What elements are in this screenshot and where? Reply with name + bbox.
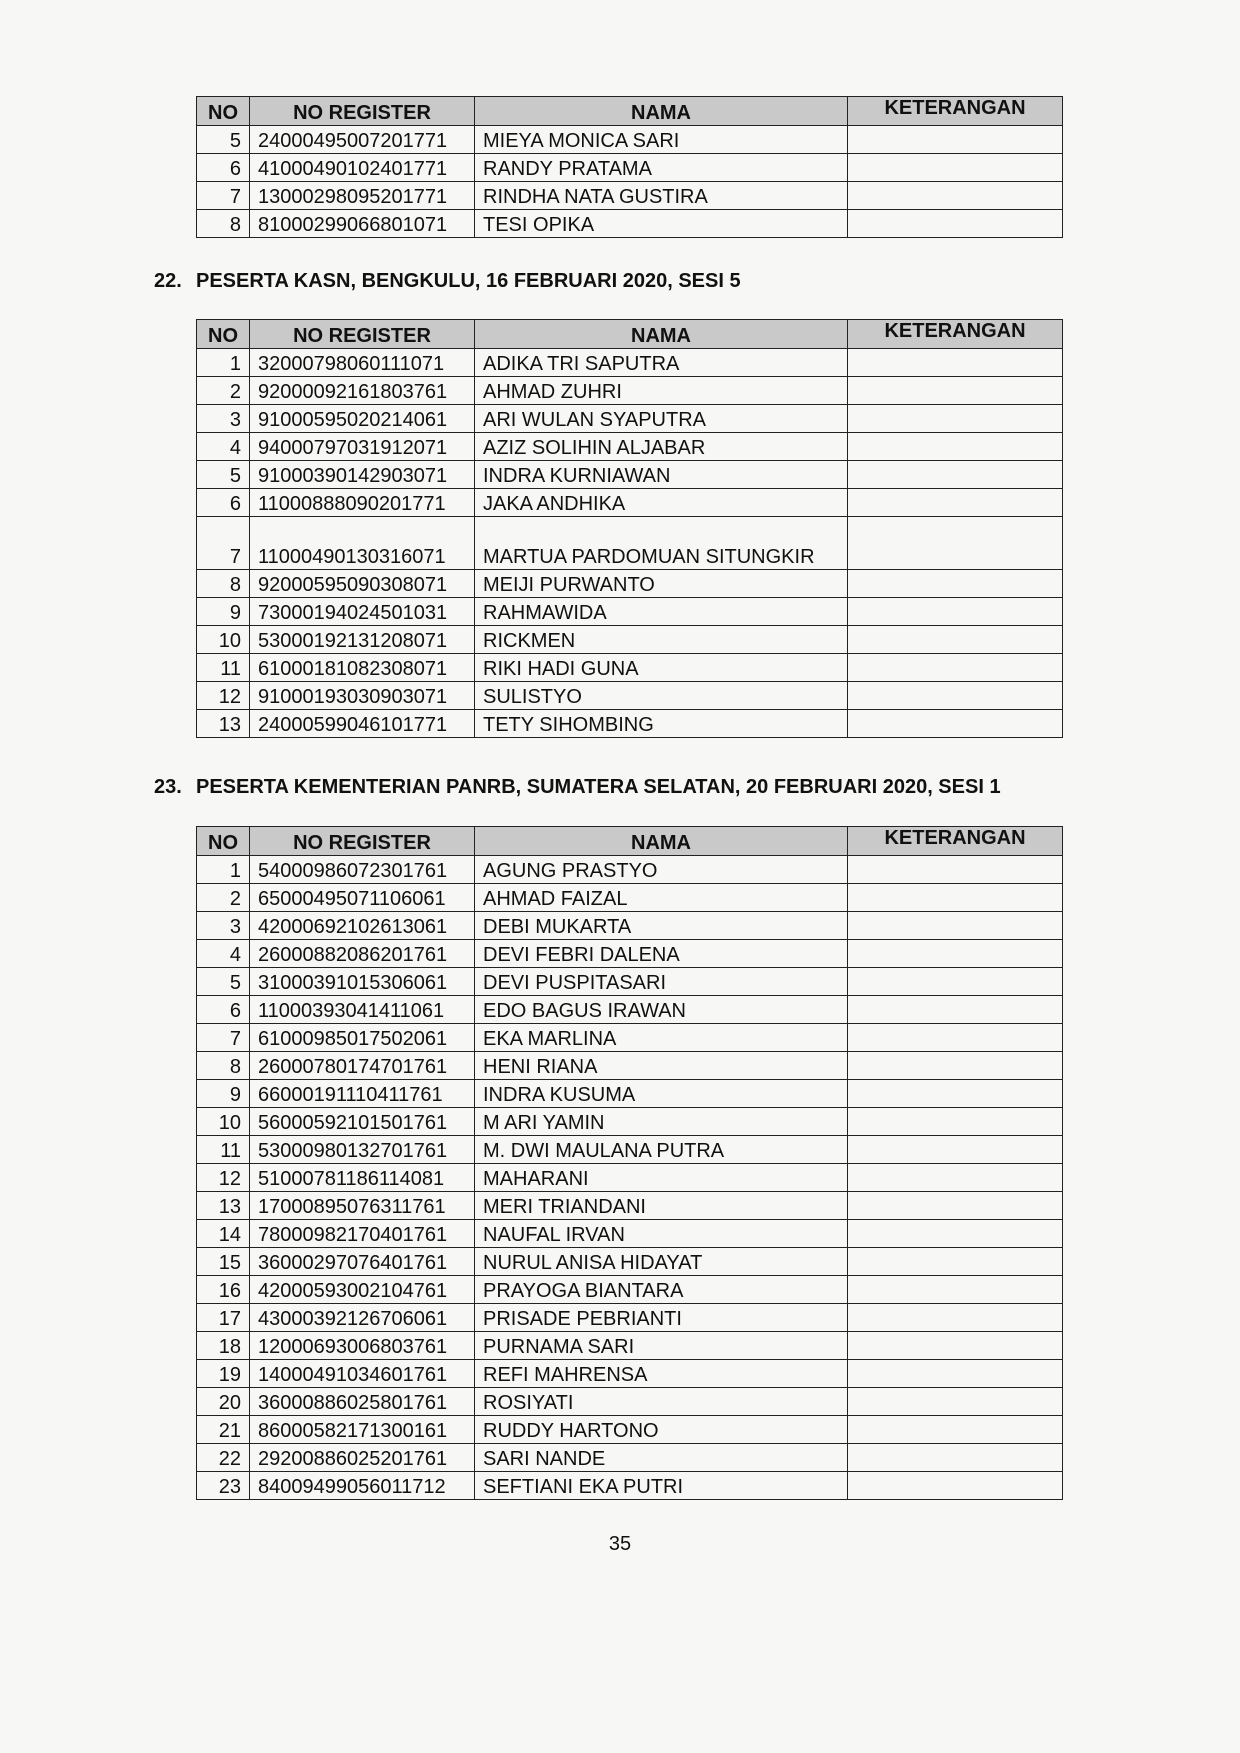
table-row [197,570,1063,598]
cell-no: 2 [197,377,250,405]
cell-keterangan [848,461,1063,489]
table-header-row [197,97,1063,126]
cell-nama: PRISADE PEBRIANTI [475,1304,848,1332]
cell-register: 13000298095201771 [250,182,475,210]
cell-keterangan [848,1052,1063,1080]
cell-no: 6 [197,489,250,517]
table-row [197,856,1063,884]
cell-no: 22 [197,1444,250,1472]
cell-no: 5 [197,461,250,489]
table-row [197,433,1063,461]
table-row [197,626,1063,654]
header-register: NO REGISTER [250,97,475,126]
table-row [197,1220,1063,1248]
table-row [197,1444,1063,1472]
cell-no: 4 [197,433,250,461]
cell-register: 61000985017502061 [250,1024,475,1052]
cell-no: 5 [197,126,250,154]
cell-no: 13 [197,1192,250,1220]
cell-keterangan [848,884,1063,912]
cell-keterangan [848,182,1063,210]
table-row [197,461,1063,489]
cell-keterangan [848,1360,1063,1388]
cell-no: 3 [197,912,250,940]
cell-nama: MAHARANI [475,1164,848,1192]
participant-table-panrb-sumsel [196,826,1063,1500]
cell-keterangan [848,996,1063,1024]
cell-nama: RUDDY HARTONO [475,1416,848,1444]
table-row [197,996,1063,1024]
cell-keterangan [848,1080,1063,1108]
participant-table-continued [196,96,1063,238]
cell-keterangan [848,126,1063,154]
table-row [197,405,1063,433]
section-heading-22 [154,270,741,293]
cell-no: 4 [197,940,250,968]
table-row [197,682,1063,710]
cell-nama: REFI MAHRENSA [475,1360,848,1388]
cell-nama: MERI TRIANDANI [475,1192,848,1220]
section-number: 22. [154,270,182,292]
participant-table-kasn-bengkulu [196,319,1063,738]
cell-no: 18 [197,1332,250,1360]
cell-no: 8 [197,210,250,238]
header-register: NO REGISTER [250,320,475,349]
header-keterangan: KETERANGAN [848,827,1063,856]
cell-nama: TETY SIHOMBING [475,710,848,738]
cell-no: 16 [197,1276,250,1304]
cell-keterangan [848,654,1063,682]
cell-keterangan [848,1388,1063,1416]
cell-no: 13 [197,710,250,738]
cell-nama: ADIKA TRI SAPUTRA [475,349,848,377]
cell-no: 1 [197,856,250,884]
cell-register: 31000391015306061 [250,968,475,996]
cell-no: 8 [197,570,250,598]
cell-no: 7 [197,517,250,570]
cell-no: 21 [197,1416,250,1444]
cell-register: 11000888090201771 [250,489,475,517]
cell-keterangan [848,710,1063,738]
section-title: PESERTA KEMENTERIAN PANRB, SUMATERA SELATAN, 20 FEBRUARI 2020, SESI 1 [196,776,1001,798]
cell-keterangan [848,1024,1063,1052]
cell-nama: AHMAD ZUHRI [475,377,848,405]
cell-nama: ARI WULAN SYAPUTRA [475,405,848,433]
table-row [197,710,1063,738]
cell-register: 65000495071106061 [250,884,475,912]
table-row [197,126,1063,154]
cell-no: 8 [197,1052,250,1080]
table-row [197,654,1063,682]
cell-nama: SULISTYO [475,682,848,710]
table-row [197,1136,1063,1164]
cell-keterangan [848,433,1063,461]
header-nama: NAMA [475,320,848,349]
cell-register: 91000595020214061 [250,405,475,433]
cell-keterangan [848,912,1063,940]
cell-no: 10 [197,626,250,654]
table-row [197,940,1063,968]
cell-nama: MARTUA PARDOMUAN SITUNGKIR [475,517,848,570]
cell-keterangan [848,1416,1063,1444]
cell-register: 42000593002104761 [250,1276,475,1304]
table-row [197,1164,1063,1192]
cell-nama: M. DWI MAULANA PUTRA [475,1136,848,1164]
cell-register: 86000582171300161 [250,1416,475,1444]
cell-keterangan [848,1108,1063,1136]
cell-keterangan [848,1332,1063,1360]
cell-register: 17000895076311761 [250,1192,475,1220]
cell-nama: MEIJI PURWANTO [475,570,848,598]
cell-register: 36000297076401761 [250,1248,475,1276]
cell-register: 53000192131208071 [250,626,475,654]
cell-nama: DEVI FEBRI DALENA [475,940,848,968]
table-row [197,598,1063,626]
cell-register: 51000781186114081 [250,1164,475,1192]
cell-register: 94000797031912071 [250,433,475,461]
cell-nama: DEVI PUSPITASARI [475,968,848,996]
cell-keterangan [848,210,1063,238]
cell-keterangan [848,154,1063,182]
cell-register: 84009499056011712 [250,1472,475,1500]
cell-register: 14000491034601761 [250,1360,475,1388]
cell-nama: RINDHA NATA GUSTIRA [475,182,848,210]
section-title: PESERTA KASN, BENGKULU, 16 FEBRUARI 2020, SESI 5 [196,270,741,292]
cell-keterangan [848,682,1063,710]
table-row [197,968,1063,996]
cell-nama: NURUL ANISA HIDAYAT [475,1248,848,1276]
cell-keterangan [848,570,1063,598]
table-row [197,377,1063,405]
cell-no: 19 [197,1360,250,1388]
cell-register: 11000490130316071 [250,517,475,570]
cell-no: 12 [197,682,250,710]
cell-keterangan [848,968,1063,996]
cell-no: 3 [197,405,250,433]
table-row [197,1192,1063,1220]
cell-keterangan [848,517,1063,570]
table-row [197,1360,1063,1388]
cell-register: 29200886025201761 [250,1444,475,1472]
cell-no: 23 [197,1472,250,1500]
cell-no: 6 [197,154,250,182]
cell-nama: AZIZ SOLIHIN ALJABAR [475,433,848,461]
cell-no: 7 [197,182,250,210]
cell-register: 32000798060111071 [250,349,475,377]
table-row [197,912,1063,940]
cell-no: 1 [197,349,250,377]
table-row [197,349,1063,377]
table-row [197,1108,1063,1136]
cell-keterangan [848,405,1063,433]
cell-keterangan [848,1276,1063,1304]
table-row [197,1052,1063,1080]
cell-nama: RAHMAWIDA [475,598,848,626]
cell-keterangan [848,1192,1063,1220]
cell-keterangan [848,489,1063,517]
cell-no: 2 [197,884,250,912]
cell-register: 81000299066801071 [250,210,475,238]
table-row [197,1472,1063,1500]
cell-keterangan [848,856,1063,884]
cell-no: 12 [197,1164,250,1192]
cell-no: 6 [197,996,250,1024]
header-keterangan: KETERANGAN [848,97,1063,126]
cell-nama: AGUNG PRASTYO [475,856,848,884]
cell-nama: JAKA ANDHIKA [475,489,848,517]
cell-nama: RIKI HADI GUNA [475,654,848,682]
cell-nama: NAUFAL IRVAN [475,1220,848,1248]
cell-register: 92000595090308071 [250,570,475,598]
cell-register: 78000982170401761 [250,1220,475,1248]
table-row [197,154,1063,182]
cell-no: 11 [197,654,250,682]
cell-nama: INDRA KURNIAWAN [475,461,848,489]
table-row [197,1248,1063,1276]
page-number: 35 [608,1533,632,1555]
cell-keterangan [848,1304,1063,1332]
cell-keterangan [848,1444,1063,1472]
table-row [197,489,1063,517]
cell-register: 54000986072301761 [250,856,475,884]
cell-no: 9 [197,598,250,626]
cell-keterangan [848,349,1063,377]
header-no: NO [197,97,250,126]
cell-no: 15 [197,1248,250,1276]
cell-keterangan [848,940,1063,968]
cell-register: 53000980132701761 [250,1136,475,1164]
cell-register: 26000882086201761 [250,940,475,968]
header-keterangan: KETERANGAN [848,320,1063,349]
cell-nama: MIEYA MONICA SARI [475,126,848,154]
cell-register: 26000780174701761 [250,1052,475,1080]
cell-nama: PRAYOGA BIANTARA [475,1276,848,1304]
cell-nama: ROSIYATI [475,1388,848,1416]
cell-register: 56000592101501761 [250,1108,475,1136]
table-row [197,1416,1063,1444]
cell-nama: SARI NANDE [475,1444,848,1472]
cell-register: 11000393041411061 [250,996,475,1024]
cell-nama: SEFTIANI EKA PUTRI [475,1472,848,1500]
table-header-row [197,320,1063,349]
cell-nama: INDRA KUSUMA [475,1080,848,1108]
cell-register: 66000191110411761 [250,1080,475,1108]
cell-nama: EKA MARLINA [475,1024,848,1052]
cell-register: 91000390142903071 [250,461,475,489]
cell-keterangan [848,377,1063,405]
table-row [197,1388,1063,1416]
table-header-row [197,827,1063,856]
table-row [197,182,1063,210]
cell-keterangan [848,626,1063,654]
cell-no: 11 [197,1136,250,1164]
cell-register: 41000490102401771 [250,154,475,182]
cell-register: 43000392126706061 [250,1304,475,1332]
cell-register: 42000692102613061 [250,912,475,940]
cell-keterangan [848,1164,1063,1192]
cell-register: 92000092161803761 [250,377,475,405]
cell-nama: HENI RIANA [475,1052,848,1080]
cell-nama: M ARI YAMIN [475,1108,848,1136]
cell-nama: EDO BAGUS IRAWAN [475,996,848,1024]
cell-no: 20 [197,1388,250,1416]
table-row [197,884,1063,912]
cell-keterangan [848,1136,1063,1164]
cell-keterangan [848,1248,1063,1276]
cell-no: 17 [197,1304,250,1332]
table-row [197,1024,1063,1052]
cell-no: 14 [197,1220,250,1248]
cell-nama: TESI OPIKA [475,210,848,238]
table-row [197,1276,1063,1304]
header-nama: NAMA [475,97,848,126]
cell-nama: RICKMEN [475,626,848,654]
cell-keterangan [848,598,1063,626]
cell-nama: AHMAD FAIZAL [475,884,848,912]
cell-register: 24000495007201771 [250,126,475,154]
header-nama: NAMA [475,827,848,856]
cell-no: 7 [197,1024,250,1052]
cell-register: 36000886025801761 [250,1388,475,1416]
table-row [197,517,1063,570]
cell-no: 5 [197,968,250,996]
header-register: NO REGISTER [250,827,475,856]
table-row [197,1332,1063,1360]
cell-nama: RANDY PRATAMA [475,154,848,182]
cell-register: 73000194024501031 [250,598,475,626]
cell-no: 10 [197,1108,250,1136]
cell-register: 61000181082308071 [250,654,475,682]
cell-no: 9 [197,1080,250,1108]
table-row [197,1304,1063,1332]
cell-register: 91000193030903071 [250,682,475,710]
table-row [197,210,1063,238]
cell-keterangan [848,1220,1063,1248]
section-number: 23. [154,776,182,798]
cell-register: 12000693006803761 [250,1332,475,1360]
table-row [197,1080,1063,1108]
header-no: NO [197,320,250,349]
section-heading-23 [154,776,1001,799]
cell-nama: PURNAMA SARI [475,1332,848,1360]
cell-nama: DEBI MUKARTA [475,912,848,940]
header-no: NO [197,827,250,856]
cell-register: 24000599046101771 [250,710,475,738]
cell-keterangan [848,1472,1063,1500]
